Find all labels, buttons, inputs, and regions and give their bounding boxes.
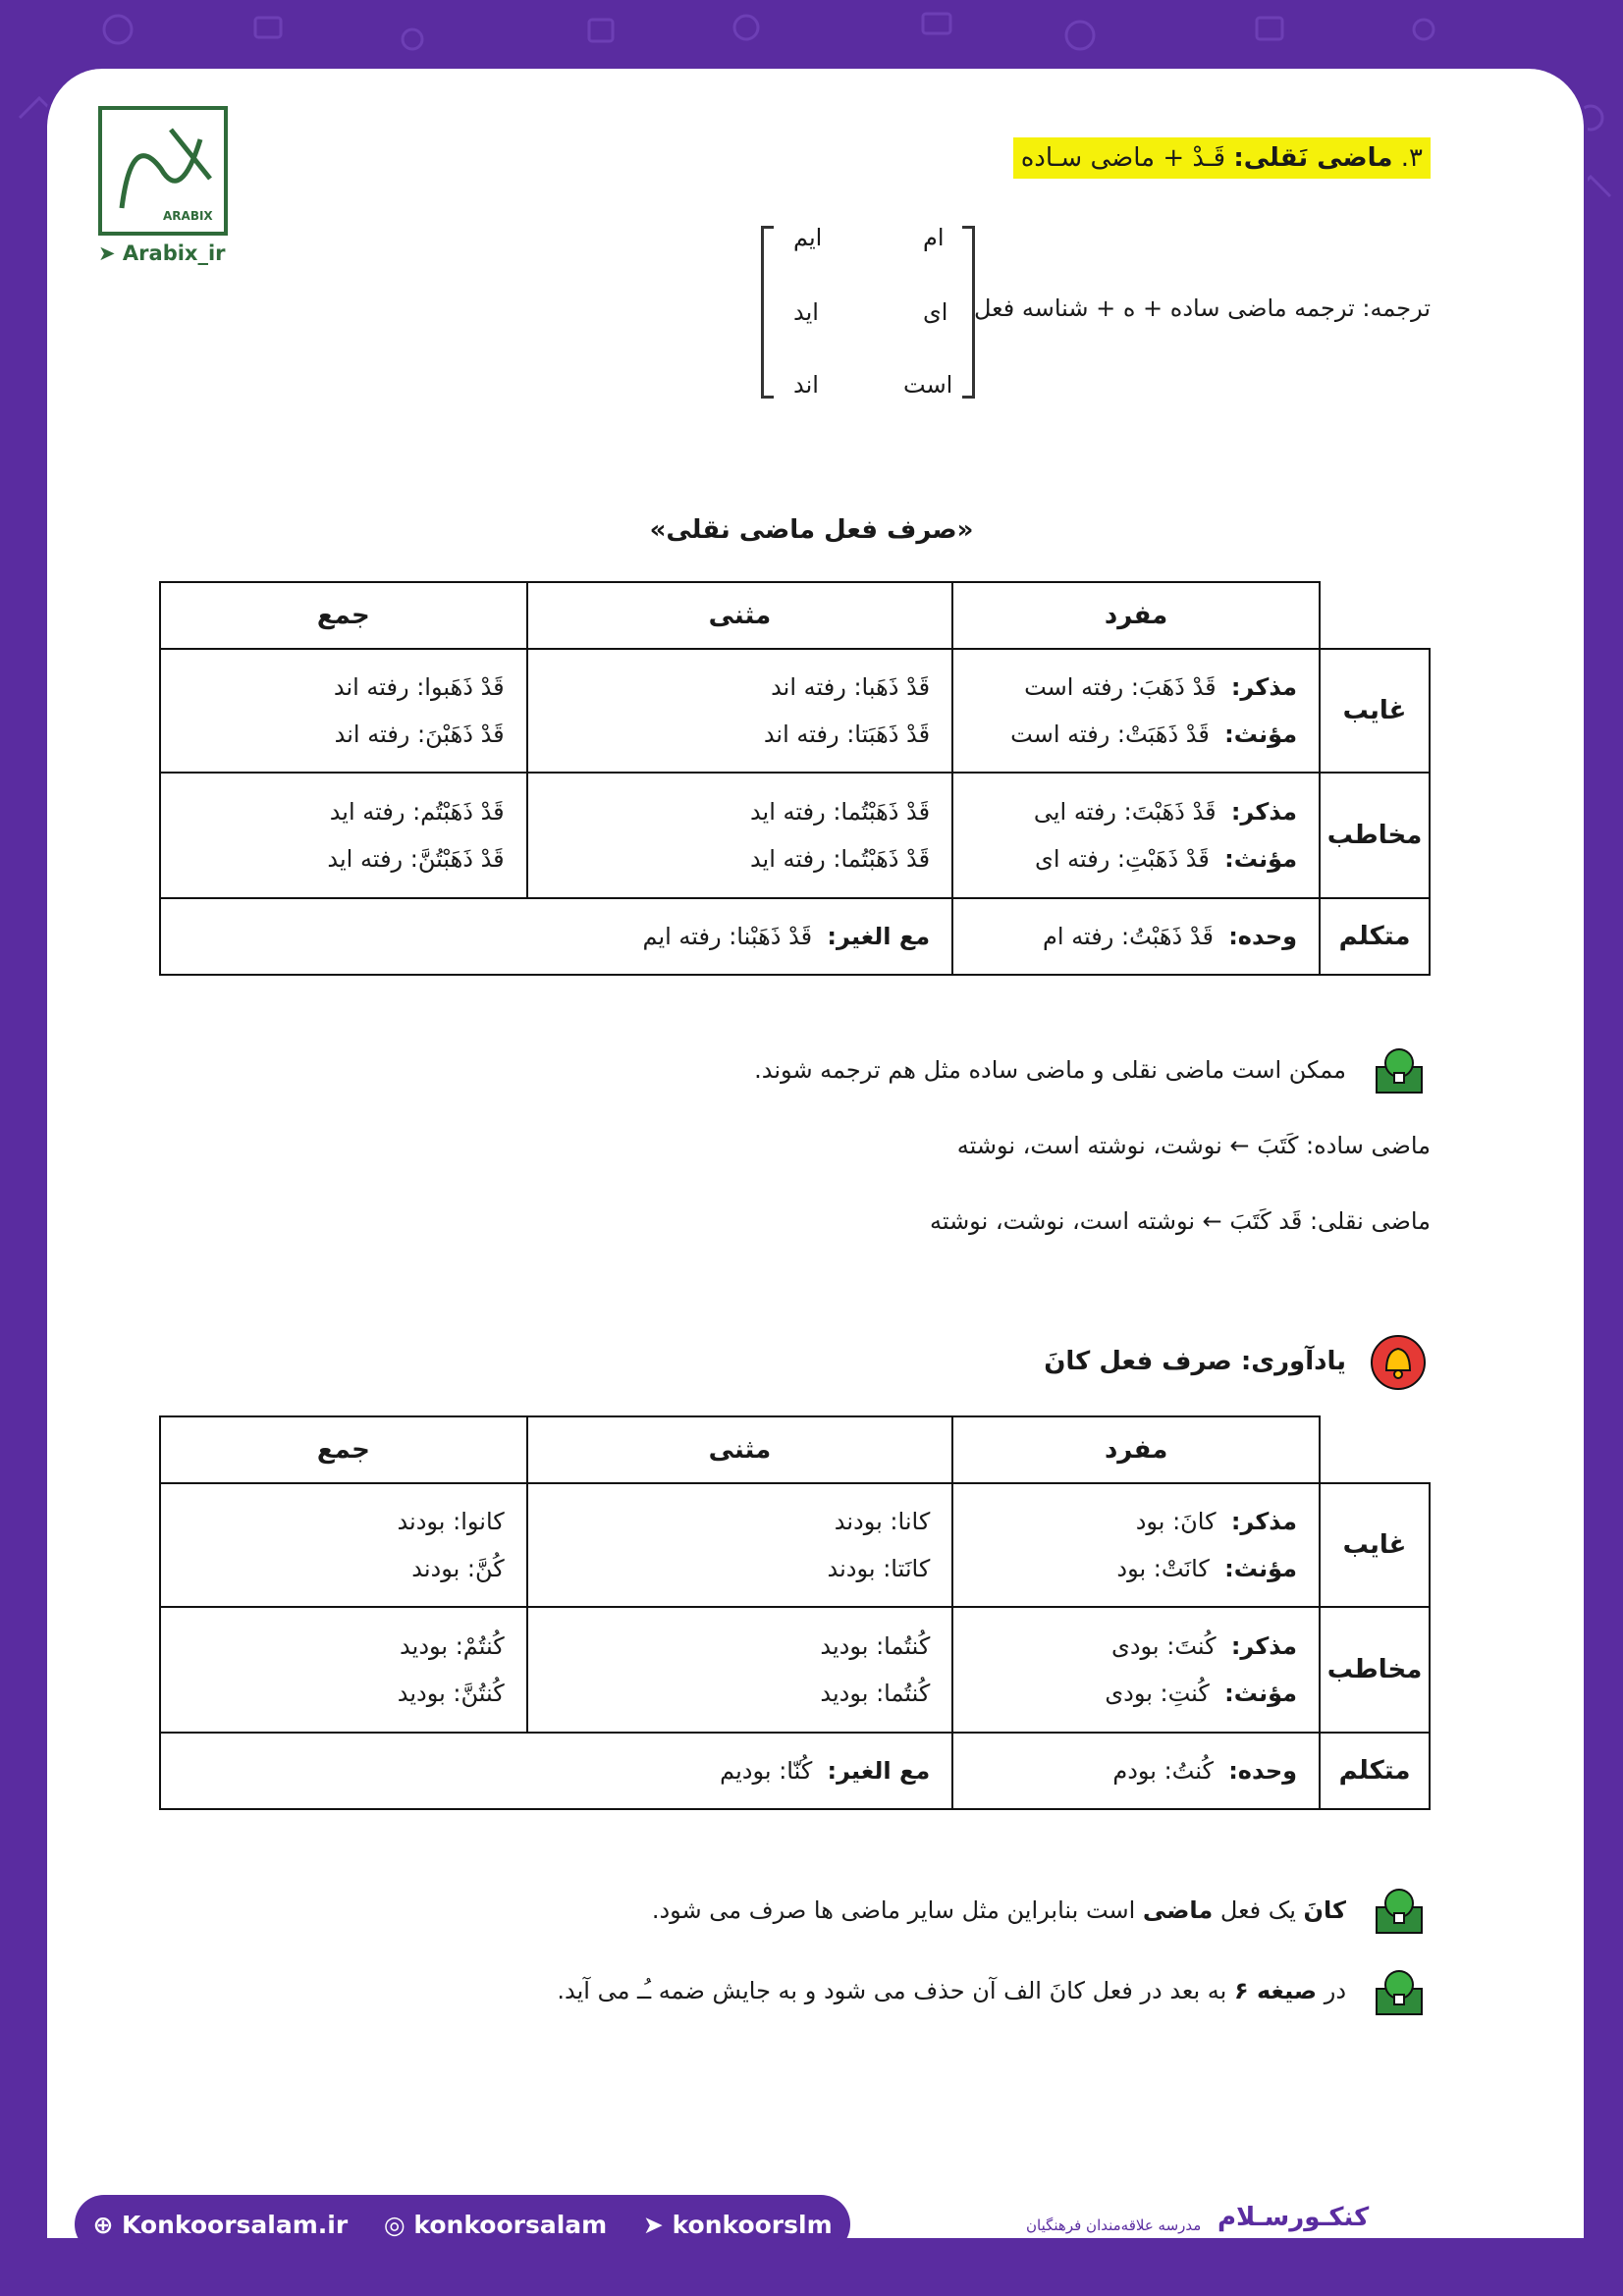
- row-label: متکلم: [1320, 1733, 1430, 1809]
- example-madi-naqli: ماضی نقلی: قَد کَتَبَ ← نوشته است، نوشت، نوشته: [929, 1207, 1431, 1235]
- table-row: غایب مذکر: قَدْ ذَهَبَ: رفته است مؤنث: قَدْ ذَهَبَتْ: رفته است قَدْ ذَهَبا: رفته اند قَدْ ذَهَبَتا: رفته اند قَدْ ذَهَبوا: رفته اند قَدْ ذَهَبْنَ: رفته اند: [160, 649, 1430, 773]
- brand-name: کنکـورسـلام: [1217, 2203, 1370, 2232]
- col-header-mufrad: مفرد: [952, 582, 1320, 649]
- reminder-heading: یادآوری: صرف فعل کانَ: [1044, 1347, 1346, 1376]
- table-madi-naqli: [159, 581, 1431, 976]
- arabix-logo-mark: [102, 110, 224, 232]
- table-row: متکلم وحده: کُنتُ: بودم مع الغیر: کُنّا: بودیم: [160, 1733, 1430, 1809]
- svg-text:ARABIX: ARABIX: [163, 209, 213, 223]
- arabix-logo: [98, 106, 228, 236]
- telegram-icon: ➤: [642, 2210, 664, 2239]
- col-header-muthanna: مثنی: [527, 1416, 953, 1483]
- bell-icon: [1369, 1333, 1428, 1392]
- bracket-right: [962, 226, 975, 399]
- table-kana: [159, 1415, 1431, 1810]
- suffix-am: ام: [923, 224, 945, 251]
- telegram-icon: ➤: [98, 241, 116, 265]
- col-header-mufrad: مفرد: [952, 1416, 1320, 1483]
- col-header-jam: جمع: [160, 582, 527, 649]
- section-heading: ۳. ماضی نَقلی: قَـدْ + ماضی سـاده: [1013, 137, 1431, 179]
- col-header-jam: جمع: [160, 1416, 527, 1483]
- suffix-im: ایم: [793, 224, 823, 251]
- lightbulb-book-icon: [1373, 1884, 1426, 1937]
- bracket-left: [761, 226, 774, 399]
- table-row: متکلم وحده: قَدْ ذَهَبْتُ: رفته ام مع الغیر: قَدْ ذَهَبْنا: رفته ایم: [160, 898, 1430, 975]
- note-kana-madi: کانَ یک فعل ماضی است بنابراین مثل سایر ماضی ها صرف می شود.: [651, 1896, 1346, 1924]
- table-row: مخاطب مذکر: کُنتَ: بودی مؤنث: کُنتِ: بودی کُنتُما: بودید کُنتُما: بودید کُنتُمْ: بودید کُنتُنَّ: بودید: [160, 1607, 1430, 1733]
- table-row: مخاطب مذکر: قَدْ ذَهَبْتَ: رفته ایی مؤنث: قَدْ ذَهَبْتِ: رفته ای قَدْ ذَهَبْتُما: رفته اید قَدْ ذَهَبْتُما: رفته اید قَدْ ذَهَبْتُم: رفته اید قَدْ ذَهَبْتُنَّ: رفته اید: [160, 773, 1430, 898]
- row-label: متکلم: [1320, 898, 1430, 975]
- col-header-muthanna: مثنی: [527, 582, 952, 649]
- lightbulb-book-icon: [1373, 1043, 1426, 1096]
- note-kana-siga6: در صیغه ۶ به بعد در فعل کانَ الف آن حذف می شود و به جایش ضمه ـُـ می آید.: [557, 1977, 1346, 2004]
- row-label: مخاطب: [1320, 1607, 1430, 1733]
- suffix-i: ای: [923, 298, 948, 326]
- lightbulb-book-icon: [1373, 1965, 1426, 2018]
- row-label: غایب: [1320, 649, 1430, 773]
- footer-website[interactable]: ⊕ Konkoorsalam.ir: [92, 2210, 349, 2239]
- translation-rule: ترجمه: ترجمه ماضی ساده + ه + شناسه فعل: [973, 294, 1431, 322]
- suffix-id: اید: [793, 298, 819, 326]
- note-tip: ممکن است ماضی نقلی و ماضی ساده مثل هم ترجمه شوند.: [754, 1056, 1346, 1084]
- row-label: غایب: [1320, 1483, 1430, 1607]
- logo-caption: ➤ Arabix_ir: [98, 241, 226, 265]
- footer-social-bar: [75, 2195, 850, 2254]
- table-row: غایب مذکر: کانَ: بود مؤنث: کانَتْ: بود کانا: بودند کانَتا: بودند کانوا: بودند کُنَّ: بودند: [160, 1483, 1430, 1607]
- table1-title: «صرف فعل ماضی نقلی»: [649, 515, 974, 545]
- suffix-ast: است: [903, 371, 953, 399]
- brand-subtitle: مدرسه علاقه‌مندان فرهنگیان: [1026, 2216, 1202, 2234]
- suffix-and: اند: [793, 371, 819, 399]
- globe-icon: ⊕: [92, 2210, 114, 2239]
- footer-instagram[interactable]: ◎ konkoorsalam: [383, 2210, 608, 2239]
- row-label: مخاطب: [1320, 773, 1430, 898]
- instagram-icon: ◎: [383, 2210, 406, 2239]
- footer-telegram[interactable]: ➤ konkoorslm: [642, 2210, 833, 2239]
- example-madi-sadeh: ماضی ساده: کَتَبَ ← نوشت، نوشته است، نوشته: [956, 1132, 1431, 1159]
